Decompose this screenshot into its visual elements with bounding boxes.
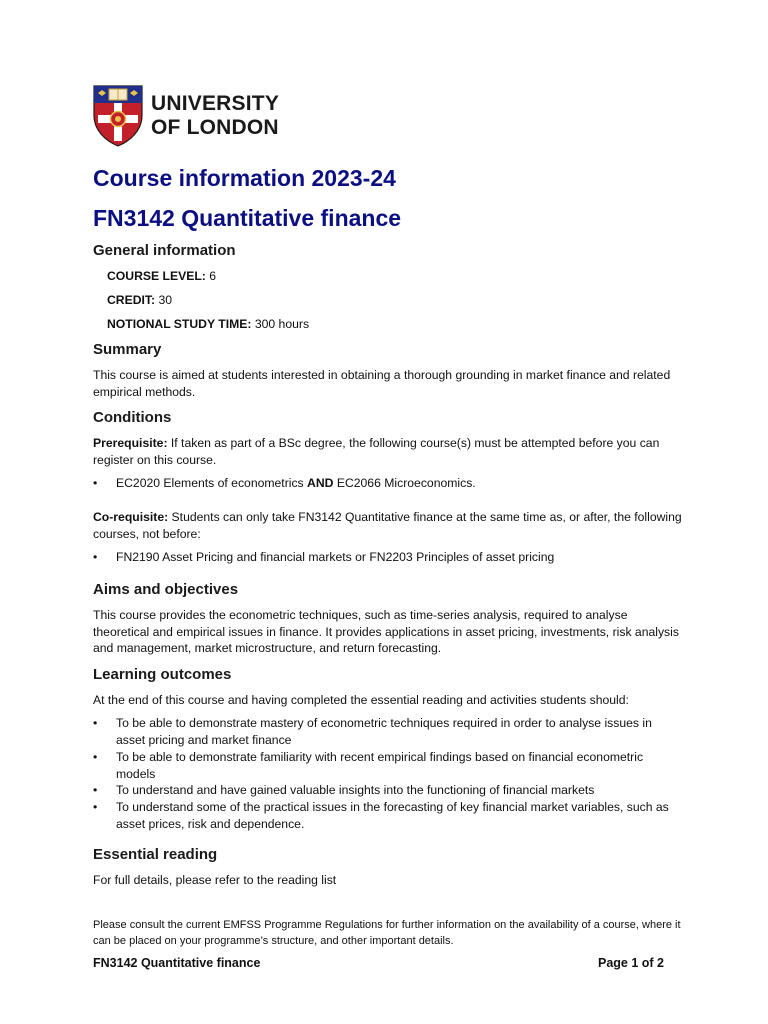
- outcome-text: To be able to demonstrate mastery of econometric techniques required in order to analyse issues in asset pricing and market finance: [116, 716, 652, 747]
- aims-text: This course provides the econometric techniques, such as time-series analysis, required to analyse theoretical and empirical issues in finance. It provides applications in asset pricing, investments, risk analysis and management, market microstructure, and return forecasting.: [93, 608, 679, 655]
- outcome-text: To be able to demonstrate familiarity with recent empirical findings based on financial econometric models: [116, 750, 644, 781]
- corequisite-list-item: [93, 549, 683, 566]
- learning-outcomes-heading: Learning outcomes: [93, 666, 232, 683]
- prereq-course-a: EC2020 Elements of econometrics: [116, 476, 308, 490]
- prerequisite-text: If taken as part of a BSc degree, the following course(s) must be attempted before you can register on this course.: [93, 436, 660, 467]
- corequisite-course: FN2190 Asset Pricing and financial markets or FN2203 Principles of asset pricing: [116, 550, 555, 564]
- learning-outcomes-intro: At the end of this course and having completed the essential reading and activities students should:: [93, 693, 629, 707]
- course-level-label: COURSE LEVEL:: [107, 269, 206, 283]
- bullet-icon: •: [93, 476, 98, 490]
- bullet-icon: •: [93, 550, 98, 564]
- summary-heading: Summary: [93, 341, 162, 358]
- footer-course-name: FN3142 Quantitative finance: [93, 956, 261, 970]
- outcome-text: To understand some of the practical issues in the forecasting of key financial market variables, such as asset prices, risk and dependence.: [116, 800, 669, 831]
- prerequisite-label: Prerequisite:: [93, 436, 168, 450]
- university-crest-icon: [93, 85, 143, 147]
- study-time-value: 300 hours: [251, 317, 310, 331]
- study-time-label: NOTIONAL STUDY TIME:: [107, 317, 252, 331]
- course-level-row: [107, 268, 216, 284]
- corequisite-label: Co-requisite:: [93, 510, 169, 524]
- aims-heading: Aims and objectives: [93, 581, 239, 598]
- regulations-note: Please consult the current EMFSS Programme Regulations for further information on the availability of a course, where it can be placed on your programme’s structure, and other important details.: [93, 919, 681, 947]
- logo-line-1: UNIVERSITY: [151, 92, 280, 115]
- outcome-item: [93, 782, 683, 799]
- corequisite-text: Students can only take FN3142 Quantitative finance at the same time as, or after, the following courses, not before:: [93, 510, 682, 541]
- credit-value: 30: [155, 293, 173, 307]
- outcome-item: [93, 799, 683, 832]
- course-level-value: 6: [205, 269, 217, 283]
- outcome-item: [93, 715, 683, 748]
- outcome-text: To understand and have gained valuable insights into the functioning of financial markets: [116, 783, 595, 797]
- study-time-row: [107, 316, 309, 332]
- credit-label: CREDIT:: [107, 293, 156, 307]
- university-logo: [93, 85, 279, 147]
- footer-page-number: Page 1 of 2: [598, 956, 664, 970]
- corequisite-paragraph: [93, 509, 683, 542]
- course-name-title: FN3142 Quantitative finance: [93, 205, 402, 231]
- bullet-icon: •: [93, 750, 98, 764]
- general-information-heading: General information: [93, 242, 236, 259]
- essential-reading-heading: Essential reading: [93, 846, 218, 863]
- prereq-course-b: EC2066 Microeconomics.: [333, 476, 476, 490]
- prereq-and: AND: [307, 476, 334, 490]
- conditions-heading: Conditions: [93, 409, 172, 426]
- outcome-item: [93, 749, 683, 782]
- bullet-icon: •: [93, 800, 98, 814]
- prerequisite-list-item: [93, 475, 683, 492]
- logo-wordmark: [151, 92, 279, 140]
- course-info-title: Course information 2023-24: [93, 165, 396, 191]
- credit-row: [107, 292, 172, 308]
- bullet-icon: •: [93, 783, 98, 797]
- prerequisite-paragraph: [93, 435, 683, 468]
- bullet-icon: •: [93, 716, 98, 730]
- logo-line-2: OF LONDON: [151, 116, 279, 139]
- essential-reading-text: For full details, please refer to the reading list: [93, 873, 337, 887]
- summary-text: This course is aimed at students interested in obtaining a thorough grounding in market finance and related empirical methods.: [93, 368, 671, 399]
